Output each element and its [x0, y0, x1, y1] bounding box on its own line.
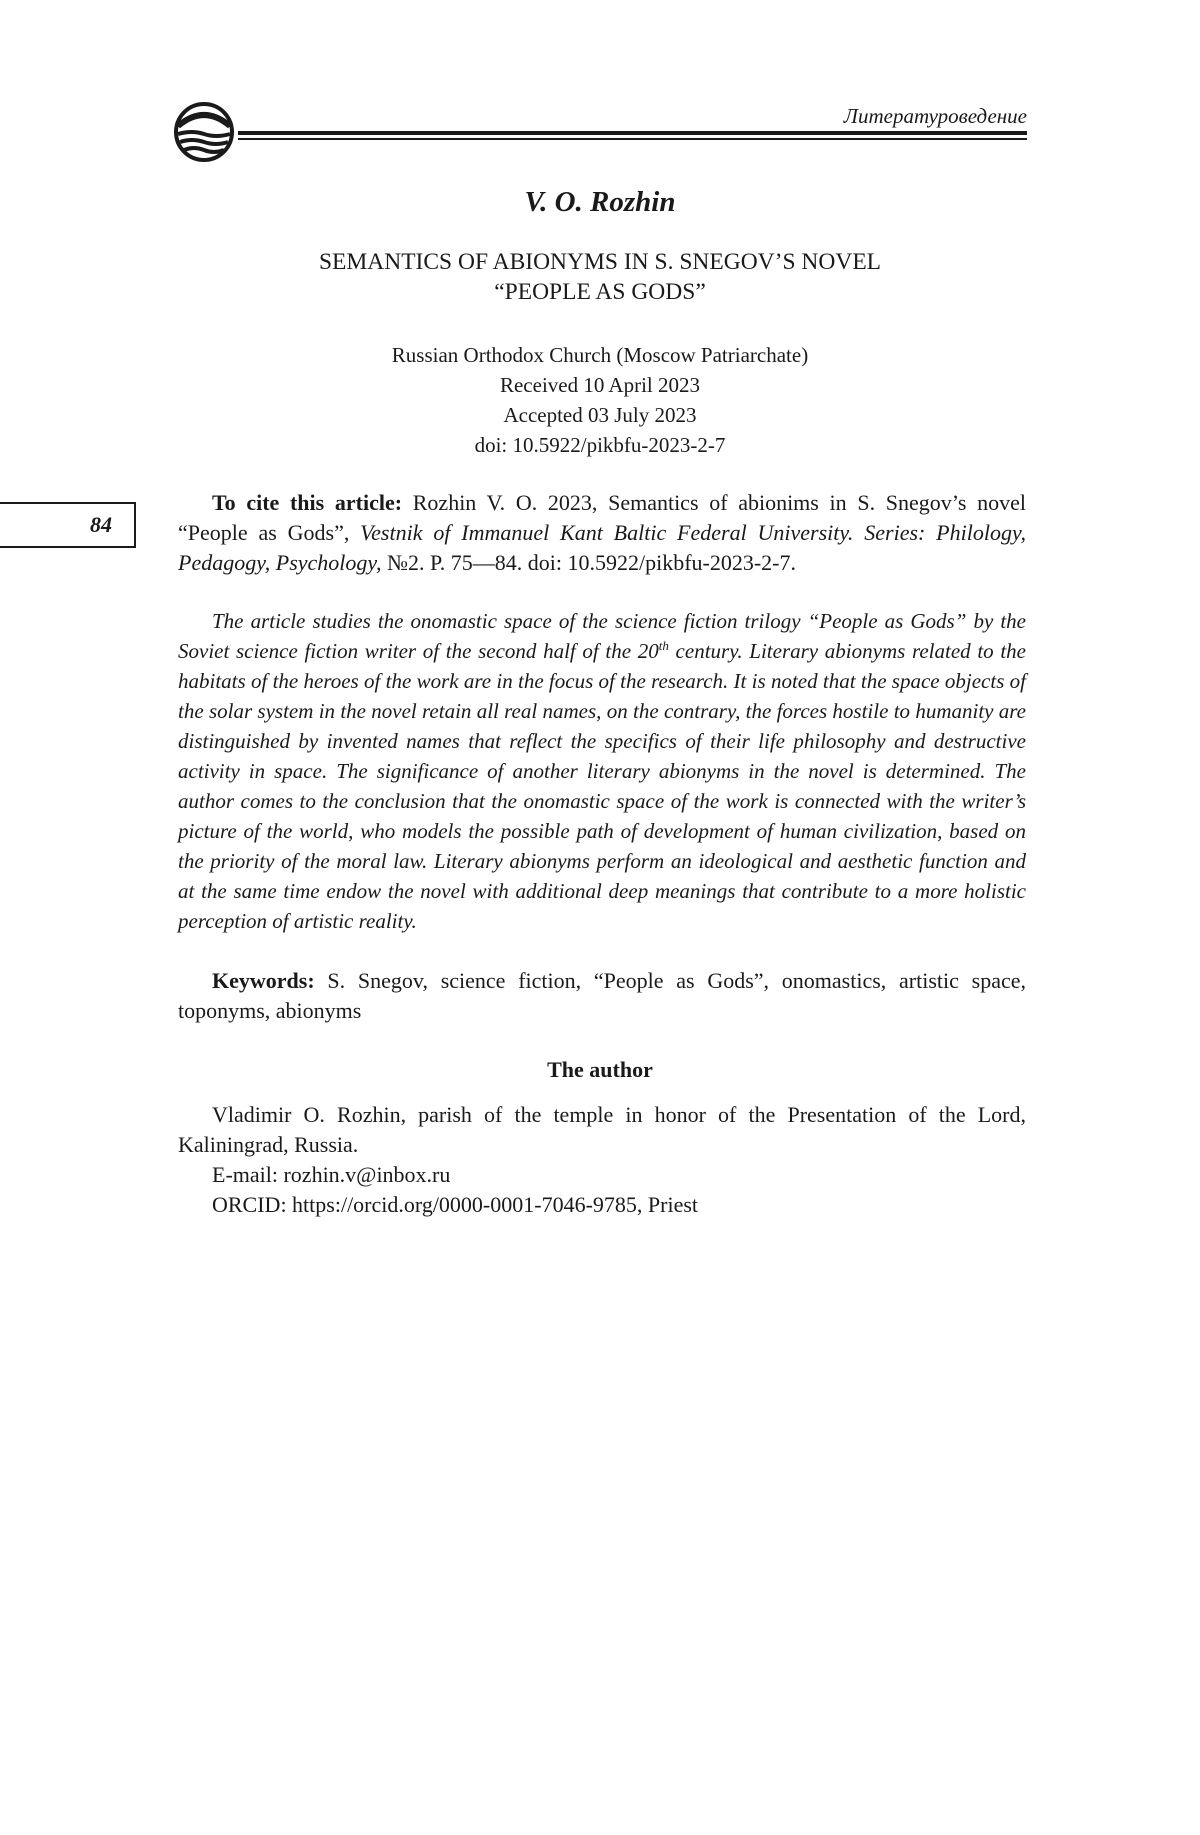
journal-logo-icon	[172, 100, 236, 164]
citation	[178, 488, 1026, 578]
title-line-1: SEMANTICS OF ABIONYMS IN S. SNEGOV’S NOVEL	[318, 249, 882, 275]
article-title	[0, 247, 1200, 307]
citation-text-a: Rozhin V. O. 2023, Semantics of abionims in S. Snegov’s novel “People as Gods”,	[178, 490, 1026, 545]
author-heading: The author	[547, 1057, 653, 1082]
doi: doi: 10.5922/pikbfu-2023-2-7	[474, 433, 726, 457]
section-title: Литературоведение	[843, 104, 1027, 128]
keywords-text: S. Snegov, science fiction, “People as Gods”, onomastics, artistic space, toponyms, abionyms	[178, 968, 1026, 1023]
running-header	[172, 100, 1027, 160]
author-name: V. O. Rozhin	[524, 186, 676, 218]
author-orcid: ORCID: https://orcid.org/0000-0001-7046-9785, Priest	[212, 1192, 699, 1217]
abstract-superscript: th	[658, 638, 669, 653]
received-date: Received 10 April 2023	[499, 373, 701, 397]
abstract	[178, 606, 1026, 936]
keywords-label: Keywords:	[212, 968, 315, 993]
article-meta	[0, 340, 1200, 460]
title-line-2: “PEOPLE AS GODS”	[494, 279, 706, 305]
author-info	[178, 1100, 1026, 1220]
author-bio: Vladimir O. Rozhin, parish of the temple in honor of the Presentation of the Lord, Kaliningrad, Russia.	[178, 1102, 1026, 1157]
author-email: E-mail: rozhin.v@inbox.ru	[212, 1162, 451, 1187]
citation-label: To cite this article:	[212, 490, 403, 515]
page-number-box	[0, 502, 136, 548]
affiliation: Russian Orthodox Church (Moscow Patriarchate)	[391, 343, 809, 367]
abstract-part-1: The article studies the onomastic space of the science fiction trilogy “People as Gods” by the Soviet science fiction writer of the second half of the 20	[178, 609, 1026, 663]
citation-journal: Vestnik of Immanuel Kant Baltic Federal University. Series: Philology, Pedagogy, Psychology,	[178, 520, 1027, 575]
header-rule	[238, 131, 1027, 140]
abstract-part-2: century. Literary abionyms related to the habitats of the heroes of the work are in the focus of the research. It is noted that the space objects of the solar system in the novel retain all real names, on the contrary, the forces hostile to humanity are distinguished by invented names that reflect the specifics of their life philosophy and destructive activity in space. The significance of another literary abionyms in the novel is determined. The author comes to the conclusion that the onomastic space of the work is connected with the writer’s picture of the world, who models the possible path of development of human civilization, based on the priority of the moral law. Literary abionyms perform an ideological and aesthetic function and at the same time endow the novel with additional deep meanings that contribute to a more holistic perception of artistic reality.	[178, 639, 1026, 933]
keywords	[178, 966, 1026, 1026]
page-number: 84	[90, 512, 112, 537]
citation-text-b: №2. P. 75—84. doi: 10.5922/pikbfu-2023-2-7.	[381, 550, 796, 575]
accepted-date: Accepted 03 July 2023	[503, 403, 697, 427]
